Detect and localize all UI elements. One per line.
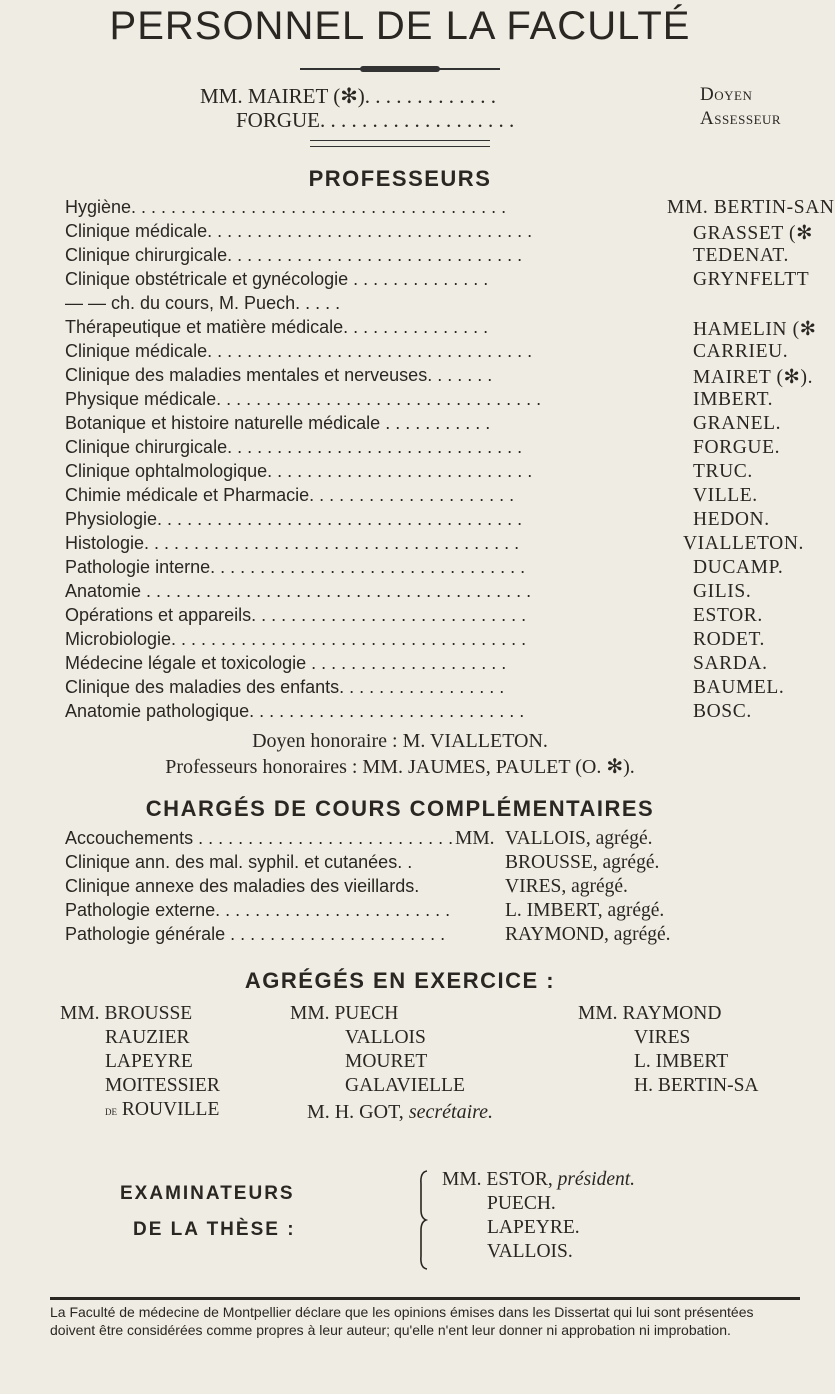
professor-row — [65, 413, 800, 437]
agreges-name: BROUSSE — [104, 1003, 193, 1024]
professor-subject: Clinique médicale. . . . . . . . . . . . . . . . . . . . . . . . . . . . . . . . . — [65, 341, 533, 361]
supplementary-row — [65, 924, 800, 948]
professor-row — [65, 389, 800, 413]
professor-name: FORGUE. — [693, 437, 781, 458]
professor-row — [65, 677, 800, 701]
secretary-role: secrétaire. — [408, 1101, 494, 1123]
agreges-mm-prefix: MM. — [60, 1003, 100, 1024]
agreges-mm-prefix: MM. — [578, 1003, 618, 1024]
examiner-president-name: MM. ESTOR, — [442, 1169, 553, 1190]
professor-row — [65, 197, 835, 221]
agreges-column-2 — [290, 1002, 465, 1098]
supplementary-name: VALLOIS, agrégé. — [505, 828, 653, 849]
examiners-label-line1: EXAMINATEURS — [120, 1183, 295, 1204]
professor-name: GRYNFELTT — [693, 269, 810, 290]
secretary-line — [0, 1101, 800, 1124]
professor-subject: Clinique chirurgicale. . . . . . . . . . . . . . . . . . . . . . . . . . . . . . — [65, 437, 523, 457]
professor-subject: Microbiologie. . . . . . . . . . . . . . . . . . . . . . . . . . . . . . . . . . . . — [65, 629, 527, 649]
professor-subject: Clinique ophtalmologique. . . . . . . . . . . . . . . . . . . . . . . . . . . — [65, 461, 533, 481]
agreges-name: H. BERTIN-SA — [634, 1075, 759, 1096]
professor-subject: Opérations et appareils. . . . . . . . . . . . . . . . . . . . . . . . . . . . — [65, 605, 527, 625]
supplementary-name: L. IMBERT, agrégé. — [505, 900, 665, 921]
agreges-column-3 — [578, 1002, 759, 1098]
examiners-list — [442, 1168, 635, 1264]
professor-row — [65, 653, 800, 677]
professor-name: MM. BERTIN-SAN — [667, 197, 835, 218]
professor-name: VIALLETON. — [683, 533, 804, 554]
supplementary-mm-prefix: MM. — [455, 828, 495, 849]
secretary-name: M. H. GOT, — [306, 1101, 404, 1123]
professor-row — [65, 437, 800, 461]
honorary-professors: Professeurs honoraires : MM. JAUMES, PAULET (O. ✻). — [165, 756, 635, 778]
professor-row — [65, 245, 800, 269]
professor-name: TRUC. — [693, 461, 753, 482]
professor-row — [65, 269, 810, 293]
examiner-president-role: président. — [557, 1169, 636, 1190]
professors-title: PROFESSEURS — [308, 166, 492, 191]
professor-subject: Anatomie . . . . . . . . . . . . . . . . . . . . . . . . . . . . . . . . . . . . . . . — [65, 581, 532, 601]
professor-name: HEDON. — [693, 509, 770, 530]
page-title: PERSONNEL DE LA FACULTÉ — [109, 4, 691, 48]
supplementary-name: VIRES, agrégé. — [505, 876, 628, 897]
officer-role: Assesseur — [700, 108, 782, 129]
professor-row — [65, 485, 800, 509]
professor-name: BAUMEL. — [693, 677, 785, 698]
agreges-title: AGRÉGÉS EN EXERCICE : — [244, 968, 556, 993]
agreges-name: ROUVILLE — [121, 1099, 220, 1120]
supplementary-subject: Pathologie générale . . . . . . . . . . . . . . . . . . . . . . — [65, 924, 446, 944]
professor-subject: Clinique des maladies mentales et nerveuses. . . . . . . — [65, 365, 493, 385]
professor-subject: Botanique et histoire naturelle médicale . . . . . . . . . . . — [65, 413, 491, 433]
agreges-name: MOITESSIER — [105, 1075, 220, 1096]
agreges-name: RAYMOND — [622, 1003, 722, 1024]
agreges-mm-prefix: MM. — [290, 1003, 330, 1024]
professor-row — [65, 341, 800, 365]
supplementary-row — [65, 876, 800, 900]
professor-row — [65, 509, 800, 533]
supplementary-row — [65, 900, 800, 924]
examiner-name: VALLOIS. — [487, 1241, 573, 1262]
professor-subject: Hygiène. . . . . . . . . . . . . . . . . . . . . . . . . . . . . . . . . . . . . . — [65, 197, 507, 217]
examiner-name: LAPEYRE. — [487, 1217, 580, 1238]
agreges-name: LAPEYRE — [105, 1051, 193, 1072]
supplementary-row — [65, 852, 800, 876]
supplementary-title: CHARGÉS DE COURS COMPLÉMENTAIRES — [145, 796, 655, 821]
professor-subject: Physiologie. . . . . . . . . . . . . . . . . . . . . . . . . . . . . . . . . . . . . — [65, 509, 523, 529]
professor-row — [65, 701, 800, 725]
brace-icon — [418, 1170, 428, 1270]
professor-name: IMBERT. — [693, 389, 774, 410]
agreges-name: RAUZIER — [105, 1027, 190, 1048]
officer-name: MM. MAIRET (✻). . . . . . . . . . . . . — [200, 84, 497, 108]
professor-subject: — — ch. du cours, M. Puech. . . . . — [65, 293, 341, 313]
professor-subject: Histologie. . . . . . . . . . . . . . . . . . . . . . . . . . . . . . . . . . . . . . — [65, 533, 520, 553]
agreges-name: VALLOIS — [345, 1027, 426, 1048]
professor-name: HAMELIN (✻ — [693, 319, 817, 340]
officer-role: Doyen — [700, 84, 753, 105]
agreges-particle: de — [105, 1103, 117, 1118]
footer-rule — [50, 1297, 800, 1300]
professor-subject: Médecine légale et toxicologie . . . . . . . . . . . . . . . . . . . . — [65, 653, 507, 673]
agreges-name: L. IMBERT — [634, 1051, 729, 1072]
supplementary-subject: Pathologie externe. . . . . . . . . . . . . . . . . . . . . . . . — [65, 900, 451, 920]
examiner-name: PUECH. — [487, 1193, 556, 1214]
professor-name: ESTOR. — [693, 605, 763, 626]
professor-name: TEDENAT. — [693, 245, 789, 266]
professor-row — [65, 533, 804, 557]
supplementary-subject: Accouchements . . . . . . . . . . . . . . . . . . . . . . . . . . — [65, 828, 454, 848]
professor-row — [65, 365, 814, 389]
professor-subject: Clinique des maladies des enfants. . . . . . . . . . . . . . . . . — [65, 677, 505, 697]
faculty-disclaimer: La Faculté de médecine de Montpellier déclare que les opinions émises dans les Dissertat qui lui sont présentées doivent être considérées comme propres à leur auteur; qu'elle n'ent leur donner ni approbation ni improbation. — [50, 1304, 754, 1338]
professor-subject: Chimie médicale et Pharmacie. . . . . . . . . . . . . . . . . . . . . — [65, 485, 515, 505]
professor-subject: Physique médicale. . . . . . . . . . . . . . . . . . . . . . . . . . . . . . . . . — [65, 389, 542, 409]
supplementary-subject: Clinique ann. des mal. syphil. et cutanées. . — [65, 852, 413, 872]
professor-subject: Clinique médicale. . . . . . . . . . . . . . . . . . . . . . . . . . . . . . . . . — [65, 221, 533, 241]
professor-name: RODET. — [693, 629, 766, 650]
supplementary-name: BROUSSE, agrégé. — [505, 852, 660, 873]
agreges-name: VIRES — [634, 1027, 691, 1048]
professor-subject: Clinique chirurgicale. . . . . . . . . . . . . . . . . . . . . . . . . . . . . . — [65, 245, 523, 265]
professor-name: VILLE. — [693, 485, 758, 506]
professor-name: GRASSET (✻ — [693, 223, 814, 244]
agreges-name: MOURET — [345, 1051, 428, 1072]
professor-row — [65, 629, 800, 653]
professor-row — [65, 605, 800, 629]
professor-row — [65, 581, 800, 605]
professor-row — [65, 461, 800, 485]
title-ornament-rule — [300, 68, 500, 70]
professor-name: MAIRET (✻). — [693, 367, 814, 388]
professor-name: CARRIEU. — [693, 341, 789, 362]
honorary-dean: Doyen honoraire : M. VIALLETON. — [252, 730, 548, 752]
professor-row — [65, 317, 817, 341]
professor-subject: Thérapeutique et matière médicale. . . . . . . . . . . . . . . — [65, 317, 489, 337]
professor-subject: Clinique obstétricale et gynécologie . . . . . . . . . . . . . . — [65, 269, 489, 289]
officer-row-dean — [200, 84, 800, 108]
professor-name: SARDA. — [693, 653, 768, 674]
officer-name: FORGUE. . . . . . . . . . . . . . . . . . . — [236, 108, 515, 132]
professor-row — [65, 221, 814, 245]
professor-name: DUCAMP. — [693, 557, 784, 578]
supplementary-subject: Clinique annexe des maladies des vieillards. — [65, 876, 420, 896]
professor-name: GRANEL. — [693, 413, 782, 434]
supplementary-row — [65, 828, 800, 852]
examiners-label-line2: DE LA THÈSE : — [133, 1219, 296, 1240]
agreges-name: PUECH — [334, 1003, 399, 1024]
supplementary-name: RAYMOND, agrégé. — [505, 924, 671, 945]
professor-name: GILIS. — [693, 581, 752, 602]
professor-row — [65, 293, 800, 317]
professor-subject: Pathologie interne. . . . . . . . . . . . . . . . . . . . . . . . . . . . . . . . — [65, 557, 526, 577]
section-divider — [310, 140, 490, 147]
officer-row-assessor — [200, 108, 800, 132]
professor-subject: Anatomie pathologique. . . . . . . . . . . . . . . . . . . . . . . . . . . . — [65, 701, 525, 721]
agreges-name: GALAVIELLE — [345, 1075, 465, 1096]
professor-row — [65, 557, 800, 581]
professor-name: BOSC. — [693, 701, 752, 722]
